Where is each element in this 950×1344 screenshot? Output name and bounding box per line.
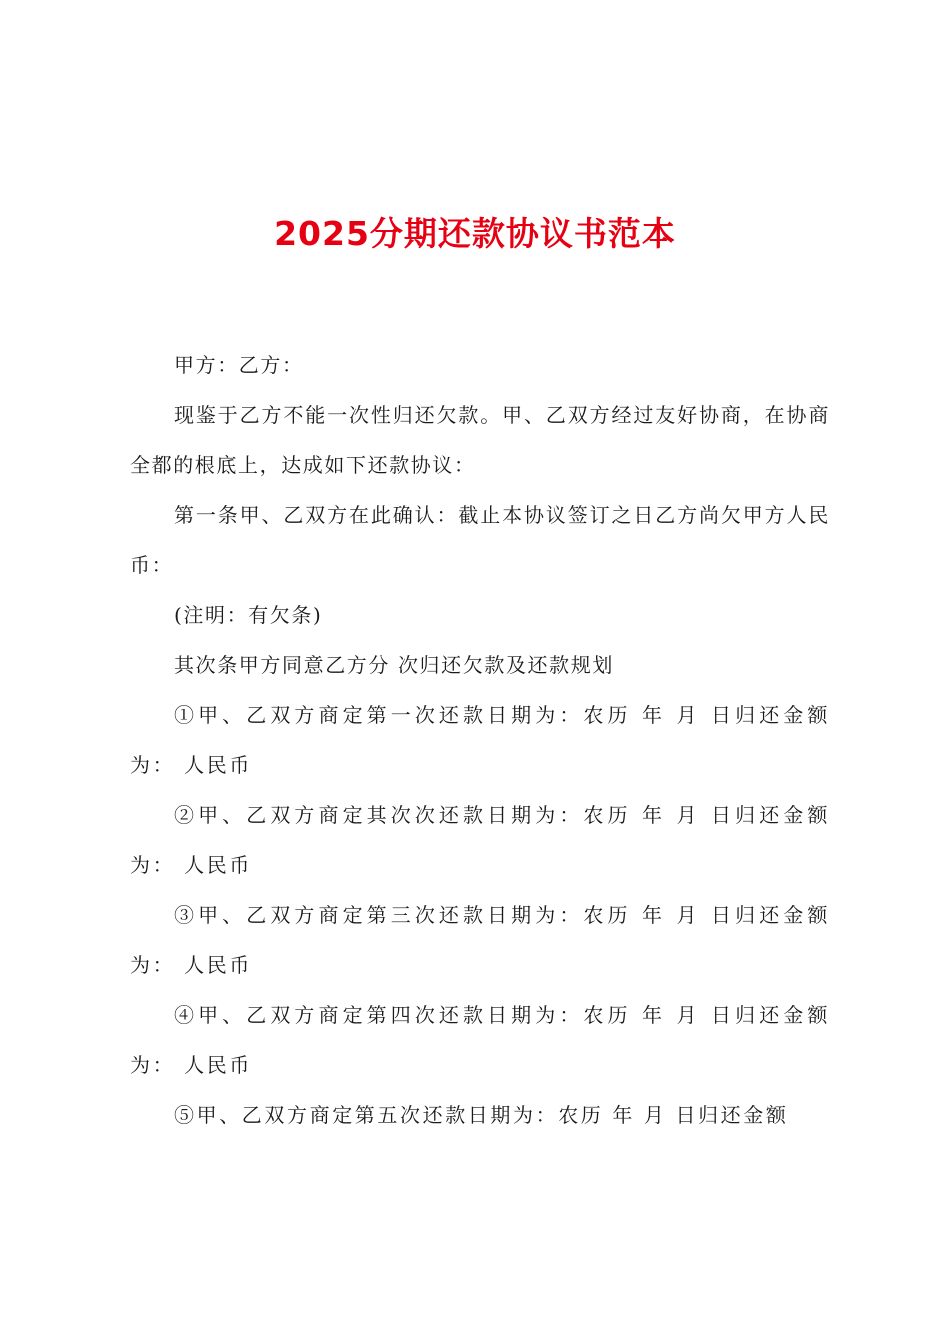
paragraph-parties: 甲方：乙方： [174, 353, 304, 377]
document-title: 2025分期还款协议书范本 [274, 214, 676, 253]
document-body [130, 340, 830, 1140]
paragraph-installment-1: ①甲、乙双方商定第一次还款日期为：农历 年 月 日归还金额为： 人民币 [130, 703, 830, 777]
paragraph-preamble: 现鉴于乙方不能一次性归还欠款。甲、乙双方经过友好协商，在协商全都的根底上，达成如下还款协议： [130, 403, 830, 477]
paragraph-installment-4: ④甲、乙双方商定第四次还款日期为：农历 年 月 日归还金额为： 人民币 [130, 1003, 830, 1077]
paragraph-article-1: 第一条甲、乙双方在此确认：截止本协议签订之日乙方尚欠甲方人民币： [130, 503, 830, 577]
paragraph-installment-5: ⑤甲、乙双方商定第五次还款日期为：农历 年 月 日归还金额 [174, 1103, 789, 1127]
paragraph-note: (注明：有欠条) [174, 603, 323, 627]
paragraph-article-2: 其次条甲方同意乙方分 次归还欠款及还款规划 [174, 653, 614, 677]
paragraph-installment-3: ③甲、乙双方商定第三次还款日期为：农历 年 月 日归还金额为： 人民币 [130, 903, 830, 977]
paragraph-installment-2: ②甲、乙双方商定其次次还款日期为：农历 年 月 日归还金额为： 人民币 [130, 803, 830, 877]
